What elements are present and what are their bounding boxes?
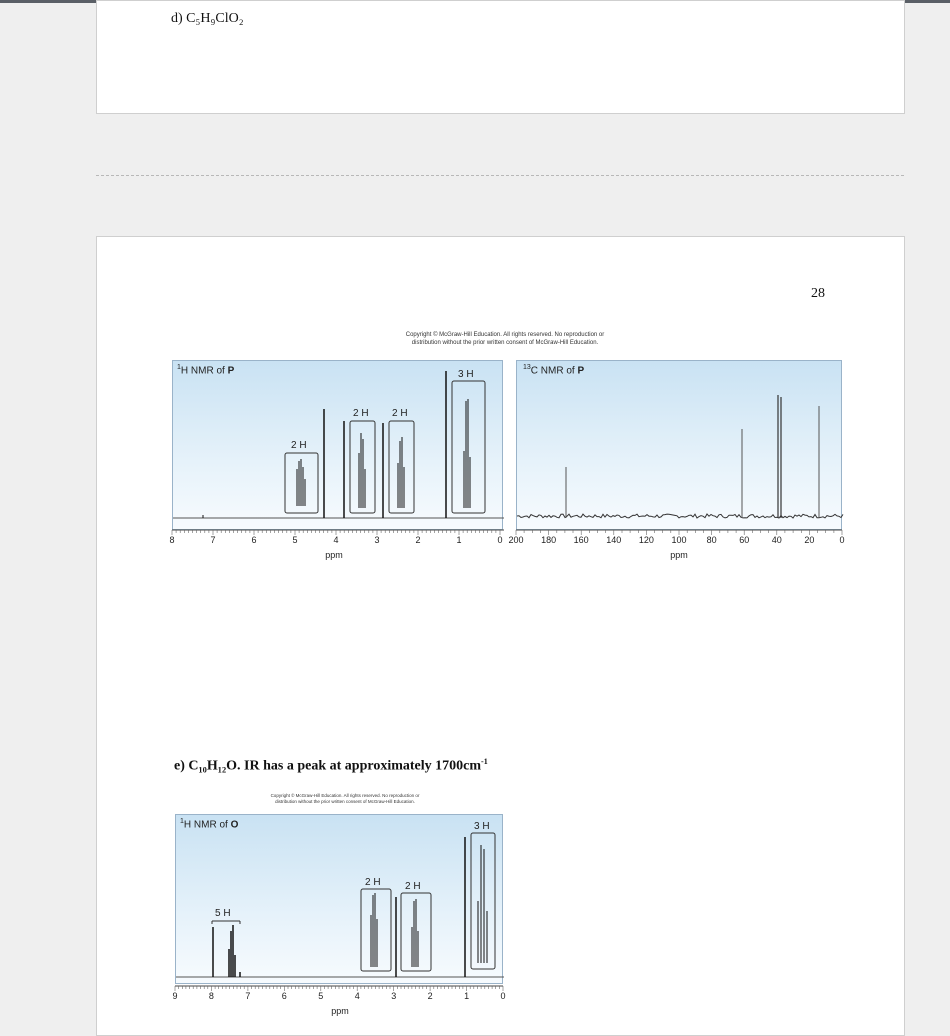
c-nmr-p-spectrum <box>516 360 842 530</box>
h-nmr-o-integration-3: 2 H <box>405 881 421 892</box>
h-nmr-p-tick-label: 6 <box>251 535 257 545</box>
c-nmr-p-tick-label: 100 <box>671 535 687 545</box>
copyright-line-1: Copyright © McGraw-Hill Education. All rights reserved. No reproduction or <box>405 332 605 338</box>
c-nmr-p-tick-label: 40 <box>771 535 782 545</box>
h-nmr-o-multiplet-1 <box>371 893 377 967</box>
c-nmr-p-tick-label: 200 <box>508 535 524 545</box>
h-nmr-p-axis-label: ppm <box>325 550 343 560</box>
c-nmr-p-axis <box>504 528 844 562</box>
h-nmr-p-tick-label: 7 <box>210 535 216 545</box>
h-nmr-o-multiplet-2 <box>412 899 418 967</box>
h-nmr-o-spectrum <box>175 814 503 984</box>
h-nmr-o-plot <box>176 815 504 985</box>
h-nmr-p-multiplet-3 <box>398 437 404 508</box>
c-nmr-p-tick-label: 140 <box>606 535 622 545</box>
c-nmr-p-tick-label: 120 <box>638 535 654 545</box>
h-nmr-o-tick-label: 1 <box>464 991 470 1001</box>
c-nmr-p-label: $^{13}$C NMR of P <box>523 364 585 377</box>
h-nmr-o-integration-1: 5 H <box>215 908 231 919</box>
h-nmr-o-axis <box>170 984 510 1020</box>
c-nmr-p-tick-label: 80 <box>706 535 717 545</box>
c-nmr-p-axis-label: ppm <box>670 550 688 560</box>
c-nmr-p-plot <box>517 361 843 531</box>
h-nmr-p-axis <box>168 528 508 562</box>
h-nmr-p-tick-label: 5 <box>292 535 298 545</box>
c-nmr-p-tick-label: 20 <box>804 535 815 545</box>
h-nmr-p-tick-label: 1 <box>456 535 462 545</box>
h-nmr-p-multiplet-2 <box>359 433 365 508</box>
h-nmr-o-multiplet-3 <box>478 845 487 963</box>
c-nmr-p-tick-label: 160 <box>573 535 589 545</box>
h-nmr-o-tick-label: 4 <box>354 991 360 1001</box>
h-nmr-o-integration-2: 2 H <box>365 877 381 888</box>
question-e-main: e) C₁₀H₁₂O. IR has a peak at approximately 1700cm <box>174 758 482 774</box>
question-e-text <box>174 757 488 775</box>
h-nmr-o-tick-label: 2 <box>427 991 433 1001</box>
page-divider <box>96 175 904 176</box>
h-nmr-p-integration-2: 2 H <box>353 408 369 419</box>
page-number: 28 <box>811 286 825 301</box>
h-nmr-p-spectrum <box>172 360 503 530</box>
h-nmr-p-label: $^1$H NMR of P <box>177 364 235 377</box>
h-nmr-p-integration-3: 2 H <box>392 408 408 419</box>
copyright-e-line-2: distribution without the prior written consent of McGraw-Hill Education. <box>275 798 415 804</box>
copyright-e-line-1: Copyright © McGraw-Hill Education. All rights reserved. No reproduction or <box>270 793 420 798</box>
h-nmr-p-plot <box>173 361 504 531</box>
h-nmr-o-aromatic-peaks <box>213 925 240 977</box>
copyright-line-2: distribution without the prior written consent of McGraw-Hill Education. <box>411 339 599 346</box>
copyright-notice-o <box>230 793 460 804</box>
question-d-text: d) C₅H₉ClO₂ <box>171 11 244 26</box>
h-nmr-o-integration-4: 3 H <box>474 821 490 832</box>
h-nmr-p-tick-label: 4 <box>333 535 339 545</box>
h-nmr-o-box-1 <box>361 889 391 971</box>
h-nmr-p-tick-label: 8 <box>169 535 175 545</box>
h-nmr-o-axis-label: ppm <box>331 1006 349 1016</box>
h-nmr-p-tick-label: 2 <box>415 535 421 545</box>
h-nmr-p-integration-4: 3 H <box>458 369 474 380</box>
h-nmr-o-tick-label: 9 <box>172 991 178 1001</box>
h-nmr-o-tick-label: 7 <box>245 991 251 1001</box>
h-nmr-p-tick-label: 0 <box>497 535 503 545</box>
h-nmr-o-tick-label: 0 <box>500 991 506 1001</box>
h-nmr-p-multiplet-1 <box>297 459 305 506</box>
c-nmr-p-tick-label: 0 <box>839 535 845 545</box>
h-nmr-o-tick-label: 6 <box>281 991 287 1001</box>
h-nmr-o-tick-label: 8 <box>208 991 214 1001</box>
h-nmr-o-tick-label: 5 <box>318 991 324 1001</box>
h-nmr-o-tick-label: 3 <box>391 991 397 1001</box>
h-nmr-o-box-3 <box>471 833 495 969</box>
h-nmr-o-label: $^1$H NMR of O <box>180 818 239 831</box>
c-nmr-p-tick-label: 60 <box>739 535 750 545</box>
copyright-notice-p <box>340 332 670 347</box>
h-nmr-p-multiplet-4 <box>464 399 470 508</box>
c-nmr-p-tick-label: 180 <box>541 535 557 545</box>
page-top <box>96 0 905 114</box>
h-nmr-p-tick-label: 3 <box>374 535 380 545</box>
h-nmr-p-integration-1: 2 H <box>291 440 307 451</box>
question-e-sup: -1 <box>481 757 488 766</box>
